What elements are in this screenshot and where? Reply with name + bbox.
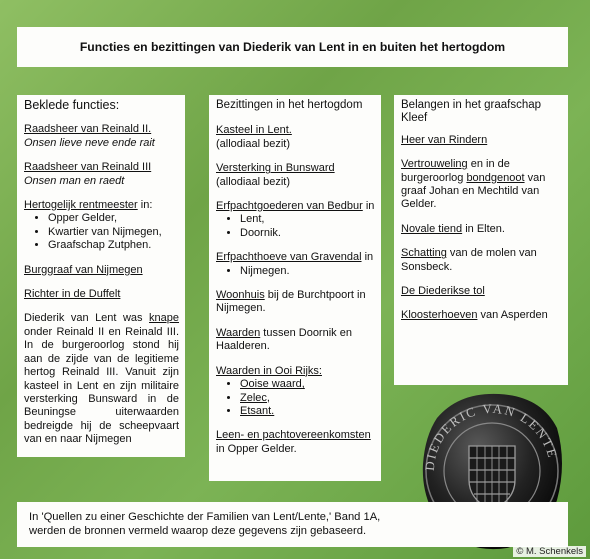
burggraaf-block	[24, 264, 179, 277]
tol-label: De Diederikse tol	[401, 285, 485, 298]
bondgenoot-term: bondgenoot	[466, 171, 525, 184]
raadsheer-reinald-3	[24, 161, 179, 188]
ooi-label: Waarden in Ooi Rijks:	[216, 364, 322, 377]
list-item: • Nijmegen.	[240, 265, 375, 278]
erfpacht-bedbur-block	[216, 200, 375, 240]
paragraph-part: onder Reinald II en Reinald III. In de burgeroorlog stond hij aan de zijde van de legitieme hertog Reinald III. Vanuit zijn kasteel in Lent en zijn militaire versterking Bunsward in de Beuningse uiterwaarden bedreigde hij de scheepvaart van en naar Nijmegen	[24, 325, 179, 446]
versterking-note: (allodiaal bezit)	[216, 175, 290, 188]
woonhuis-suffix: bij de Burchtpoort in Nijmegen.	[216, 289, 366, 315]
klooster-suffix: van Asperden	[477, 309, 548, 322]
biography-paragraph	[24, 312, 179, 446]
functions-panel	[17, 95, 185, 457]
paragraph-part: Diederik van Lent was	[24, 312, 150, 325]
raadsheer-2-label: Raadsheer van Reinald II.	[24, 123, 152, 136]
source-note-panel	[17, 502, 568, 547]
novale-suffix: in Elten.	[462, 222, 505, 235]
kleef-heading: Belangen in het graafschap Kleef	[401, 99, 542, 125]
title-panel	[17, 27, 568, 67]
knape-term: knape	[149, 312, 179, 325]
seal-legend: DIEDERIC VAN LENTE	[421, 400, 561, 472]
page-title: Functies en bezittingen van Diederik van Lent in en buiten het hertogdom	[79, 40, 506, 54]
copyright-text: © M. Schenkels	[513, 546, 586, 557]
leen-label: Leen- en pachtovereenkomsten	[216, 429, 371, 442]
versterking-label: Versterking in Bunsward	[216, 162, 335, 175]
vertrouweling-label: Vertrouweling	[401, 158, 468, 171]
heer-label: Heer van Rindern	[401, 133, 488, 146]
woonhuis-block	[216, 289, 375, 316]
schatting-suffix: van de molen van Sonsbeck.	[401, 247, 537, 273]
erfpacht-gravendal-list	[216, 265, 375, 278]
possessions-panel	[209, 95, 381, 481]
ooi-block	[216, 365, 375, 419]
list-item: • Kwartier van Nijmegen,	[48, 226, 179, 239]
erfpacht-gravendal-block	[216, 251, 375, 278]
klooster-label: Kloosterhoeven	[401, 309, 478, 322]
ooi-list	[216, 378, 375, 418]
kleef-interests-panel	[394, 95, 568, 385]
list-item: • Doornik.	[240, 227, 375, 240]
schatting-label: Schatting	[401, 247, 447, 260]
erfpacht-gravendal-label: Erfpachthoeve van Gravendal	[216, 251, 362, 264]
heer-block	[401, 134, 562, 147]
rentmeester-suffix: in:	[137, 199, 153, 212]
rentmeester-list	[24, 212, 179, 252]
raadsheer-2-note: Onsen lieve neve ende rait	[24, 136, 155, 149]
waarden-suffix: tussen Doornik en Haalderen.	[216, 326, 352, 353]
vertrouweling-end: van graaf Johan en Mechtild van Gelder.	[401, 171, 546, 211]
erfpacht-bedbur-list	[216, 213, 375, 240]
rentmeester-label: Hertogelijk rentmeester	[24, 199, 138, 212]
list-item: • Lent,	[240, 213, 375, 226]
erfpacht-gravendal-suffix: in	[361, 251, 374, 264]
erfpacht-bedbur-suffix: in	[362, 200, 375, 213]
kasteel-label: Kasteel in Lent.	[216, 124, 292, 137]
functions-heading: Beklede functies:	[24, 98, 120, 112]
source-line-2: werden de bronnen vermeld waarop deze gegevens zijn gebaseerd.	[29, 524, 367, 537]
waarden-block	[216, 327, 375, 354]
list-item: • Opper Gelder,	[48, 212, 179, 225]
richter-label: Richter in de Duffelt	[24, 288, 121, 301]
kasteel-block	[216, 124, 375, 151]
klooster-block	[401, 309, 562, 322]
tol-block	[401, 285, 562, 298]
raadsheer-3-note: Onsen man en raedt	[24, 174, 125, 187]
novale-label: Novale tiend	[401, 222, 463, 235]
schatting-block	[401, 247, 562, 274]
source-line-1: In 'Quellen zu einer Geschichte der Familien van Lent/Lente,' Band 1A,	[29, 511, 381, 523]
list-item: • Graafschap Zutphen.	[48, 239, 179, 252]
list-item: • Ooise waard,	[240, 378, 375, 391]
richter-block	[24, 288, 179, 301]
vertrouweling-block	[401, 158, 562, 212]
leen-block	[216, 429, 375, 456]
list-item: • Etsant.	[240, 405, 375, 418]
possessions-heading: Bezittingen in het hertogdom	[216, 99, 363, 111]
novale-block	[401, 223, 562, 236]
kasteel-note: (allodiaal bezit)	[216, 137, 290, 150]
woonhuis-label: Woonhuis	[216, 289, 265, 302]
vertrouweling-mid: en in de burgeroorlog	[401, 158, 510, 184]
erfpacht-bedbur-label: Erfpachtgoederen van Bedbur	[216, 200, 363, 213]
versterking-block	[216, 162, 375, 189]
raadsheer-reinald-2	[24, 123, 179, 150]
rentmeester-block	[24, 199, 179, 253]
list-item: • Zelec,	[240, 392, 375, 405]
raadsheer-3-label: Raadsheer van Reinald III	[24, 161, 152, 174]
leen-suffix: in Opper Gelder.	[216, 442, 297, 455]
burggraaf-label: Burggraaf van Nijmegen	[24, 263, 143, 276]
waarden-label: Waarden	[216, 326, 261, 339]
